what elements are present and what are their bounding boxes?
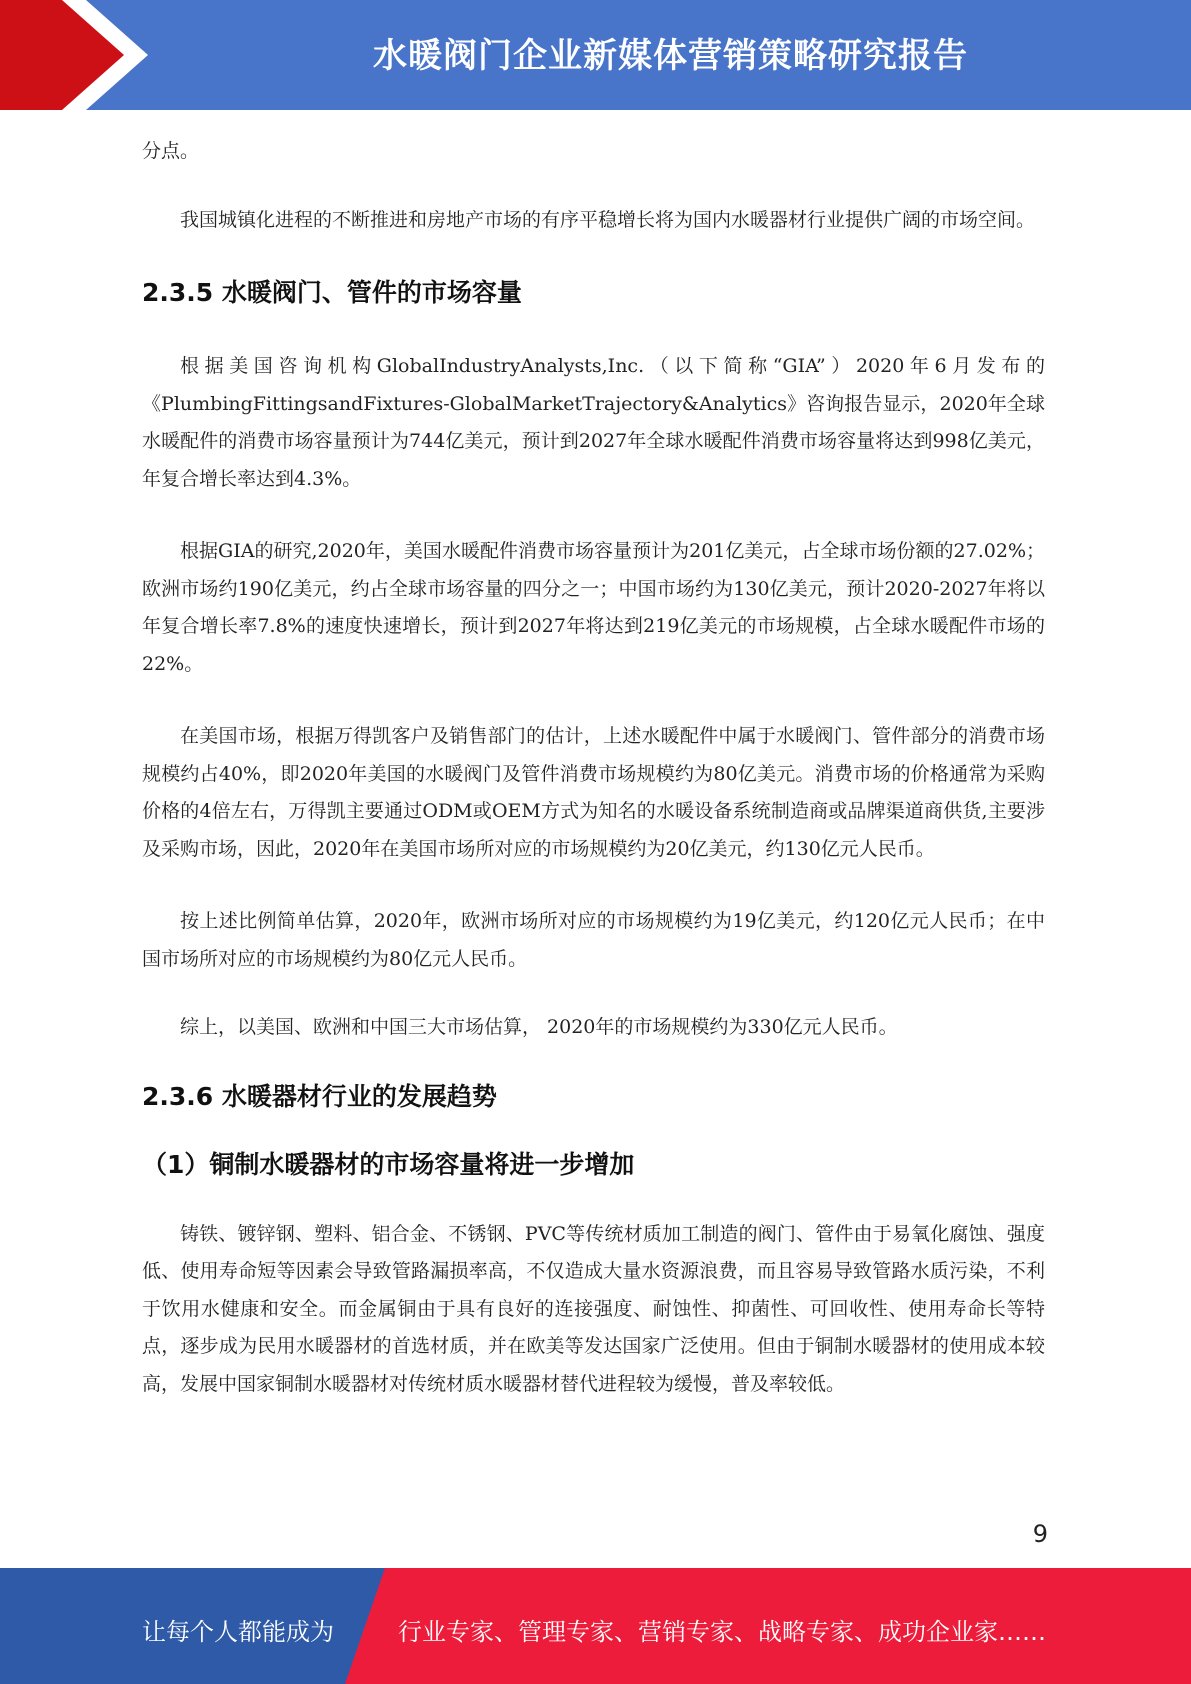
section-heading: 2.3.5 水暖阀门、管件的市场容量 xyxy=(142,278,522,307)
paragraph: 在美国市场，根据万得凯客户及销售部门的估计，上述水暖配件中属于水暖阀门、管件部分的消费市场规模约占40%，即2020年美国的水暖阀门及管件消费市场规模约为80亿美元。消费市场的价格通常为采购价格的4倍左右，万得凯主要通过ODM或OEM方式为知名的水暖设备系统制造商或品牌渠道商供货,主要涉及采购市场，因此，2020年在美国市场所对应的市场规模约为20亿美元，约130亿元人民币。 xyxy=(142,725,1045,860)
footer-slogan-left: 让每个人都能成为 xyxy=(142,1618,334,1646)
subsection-heading: （1）铜制水暖器材的市场容量将进一步增加 xyxy=(142,1149,635,1179)
page-header xyxy=(0,0,1191,110)
footer-slogan-right: 行业专家、管理专家、营销专家、战略专家、成功企业家…… xyxy=(398,1618,1046,1646)
chevron-arrow-icon xyxy=(0,0,160,110)
paragraph: 我国城镇化进程的不断推进和房地产市场的有序平稳增长将为国内水暖器材行业提供广阔的市场空间。 xyxy=(180,208,1036,231)
paragraph: 根据GIA的研究,2020年，美国水暖配件消费市场容量预计为201亿美元，占全球市场份额的27.02%；欧洲市场约190亿美元，约占全球市场容量的四分之一；中国市场约为130亿美元，预计2020-2027年将以年复合增长率7.8%的速度快速增长，预计到2027年将达到219亿美元的市场规模，占全球水暖配件市场的22%。 xyxy=(142,540,1045,675)
section-heading: 2.3.6 水暖器材行业的发展趋势 xyxy=(142,1081,497,1111)
paragraph: 分点。 xyxy=(142,140,200,162)
document-body xyxy=(142,133,1045,1403)
page-number: 9 xyxy=(1032,1520,1048,1548)
paragraph: 综上，以美国、欧洲和中国三大市场估算， 2020年的市场规模约为330亿元人民币。 xyxy=(180,1016,898,1038)
paragraph: 根据美国咨询机构GlobalIndustryAnalysts,Inc.（以下简称“GIA”）2020年6月发布的《PlumbingFittingsandFixtures-GlobalMarketTrajectory&Analytics》咨询报告显示，2020年全球水暖配件的消费市场容量预计为744亿美元，预计到2027年全球水暖配件消费市场容量将达到998亿美元，年复合增长率达到4.3%。 xyxy=(142,355,1045,490)
paragraph: 铸铁、镀锌钢、塑料、铝合金、不锈钢、PVC等传统材质加工制造的阀门、管件由于易氧化腐蚀、强度低、使用寿命短等因素会导致管路漏损率高，不仅造成大量水资源浪费，而且容易导致管路水质污染，不利于饮用水健康和安全。而金属铜由于具有良好的连接强度、耐蚀性、抑菌性、可回收性、使用寿命长等特点，逐步成为民用水暖器材的首选材质，并在欧美等发达国家广泛使用。但由于铜制水暖器材的使用成本较高，发展中国家铜制水暖器材对传统材质水暖器材替代进程较为缓慢，普及率较低。 xyxy=(142,1222,1045,1395)
header-title: 水暖阀门企业新媒体营销策略研究报告 xyxy=(373,36,968,76)
paragraph: 按上述比例简单估算，2020年，欧洲市场所对应的市场规模约为19亿美元，约120亿元人民币；在中国市场所对应的市场规模约为80亿元人民币。 xyxy=(142,910,1045,970)
page-footer xyxy=(0,1568,1191,1684)
